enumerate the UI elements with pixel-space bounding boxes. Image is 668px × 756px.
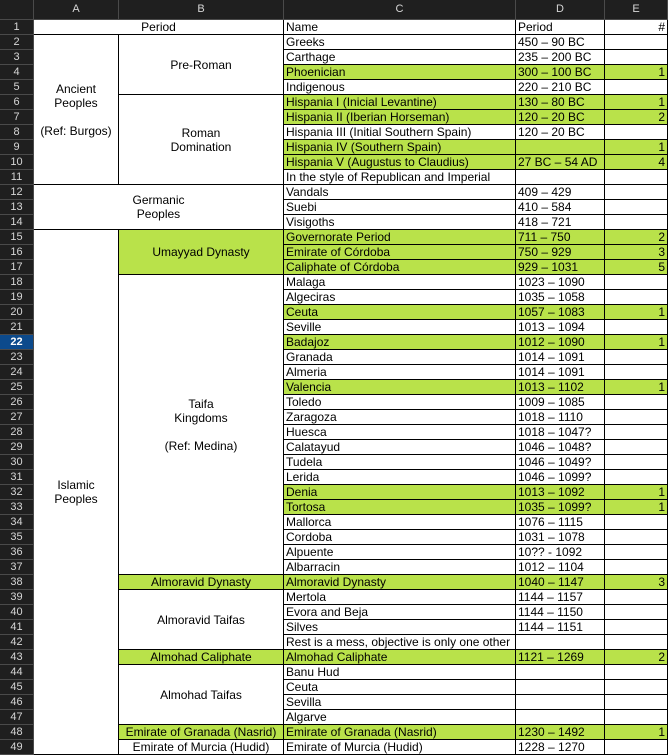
header-name-cell[interactable]: Name	[284, 20, 516, 35]
period-cell[interactable]: 1023 – 1090	[516, 275, 605, 290]
period-cell[interactable]	[516, 635, 605, 650]
header-period-col-cell[interactable]: Period	[516, 20, 605, 35]
count-cell[interactable]	[605, 275, 668, 290]
count-cell[interactable]: 2	[605, 650, 668, 665]
name-cell[interactable]: Toledo	[284, 395, 516, 410]
column-header-e[interactable]: E	[605, 0, 668, 20]
period-cell[interactable]: 130 – 80 BC	[516, 95, 605, 110]
name-cell[interactable]: Badajoz	[284, 335, 516, 350]
name-cell[interactable]: Zaragoza	[284, 410, 516, 425]
name-cell[interactable]: Almoravid Dynasty	[284, 575, 516, 590]
name-cell[interactable]: Albarracin	[284, 560, 516, 575]
group-cell-b[interactable]: Roman Domination	[119, 95, 284, 185]
row-header[interactable]: 39	[0, 590, 34, 605]
count-cell[interactable]	[605, 215, 668, 230]
row-header[interactable]: 40	[0, 605, 34, 620]
period-cell[interactable]: 27 BC – 54 AD	[516, 155, 605, 170]
group-cell-b[interactable]: Emirate of Granada (Nasrid)	[119, 725, 284, 740]
count-cell[interactable]	[605, 170, 668, 185]
group-cell-b[interactable]: Almohad Taifas	[119, 665, 284, 725]
count-cell[interactable]	[605, 545, 668, 560]
period-cell[interactable]: 711 – 750	[516, 230, 605, 245]
count-cell[interactable]: 1	[605, 500, 668, 515]
period-cell[interactable]: 410 – 584	[516, 200, 605, 215]
period-cell[interactable]: 1013 – 1102	[516, 380, 605, 395]
name-cell[interactable]: Vandals	[284, 185, 516, 200]
name-cell[interactable]: Tortosa	[284, 500, 516, 515]
period-cell[interactable]: 1009 – 1085	[516, 395, 605, 410]
header-count-cell[interactable]: #	[605, 20, 668, 35]
name-cell[interactable]: Calatayud	[284, 440, 516, 455]
count-cell[interactable]: 1	[605, 95, 668, 110]
count-cell[interactable]	[605, 515, 668, 530]
group-cell-b[interactable]: Almoravid Taifas	[119, 590, 284, 650]
period-cell[interactable]: 1230 – 1492	[516, 725, 605, 740]
name-cell[interactable]: Hispania I (Inicial Levantine)	[284, 95, 516, 110]
row-header[interactable]: 42	[0, 635, 34, 650]
name-cell[interactable]: Cordoba	[284, 530, 516, 545]
period-cell[interactable]: 929 – 1031	[516, 260, 605, 275]
row-header[interactable]: 22	[0, 335, 34, 350]
group-cell-b[interactable]: Umayyad Dynasty	[119, 230, 284, 275]
column-header-c[interactable]: C	[284, 0, 516, 20]
count-cell[interactable]	[605, 665, 668, 680]
period-cell[interactable]: 1035 – 1058	[516, 290, 605, 305]
count-cell[interactable]: 3	[605, 245, 668, 260]
name-cell[interactable]: Hispania III (Initial Southern Spain)	[284, 125, 516, 140]
period-cell[interactable]	[516, 710, 605, 725]
count-cell[interactable]	[605, 410, 668, 425]
row-header[interactable]: 38	[0, 575, 34, 590]
row-header[interactable]: 14	[0, 215, 34, 230]
period-cell[interactable]: 1035 – 1099?	[516, 500, 605, 515]
row-header[interactable]: 33	[0, 500, 34, 515]
count-cell[interactable]: 4	[605, 155, 668, 170]
count-cell[interactable]: 5	[605, 260, 668, 275]
count-cell[interactable]: 1	[605, 485, 668, 500]
name-cell[interactable]: Valencia	[284, 380, 516, 395]
name-cell[interactable]: Almeria	[284, 365, 516, 380]
row-header[interactable]: 3	[0, 50, 34, 65]
name-cell[interactable]: In the style of Republican and Imperial	[284, 170, 516, 185]
count-cell[interactable]	[605, 290, 668, 305]
row-header[interactable]: 18	[0, 275, 34, 290]
name-cell[interactable]: Emirate of Córdoba	[284, 245, 516, 260]
count-cell[interactable]	[605, 425, 668, 440]
column-header-a[interactable]: A	[34, 0, 119, 20]
row-header[interactable]: 19	[0, 290, 34, 305]
name-cell[interactable]: Hispania II (Iberian Horseman)	[284, 110, 516, 125]
row-header[interactable]: 45	[0, 680, 34, 695]
period-cell[interactable]: 1046 – 1049?	[516, 455, 605, 470]
name-cell[interactable]: Silves	[284, 620, 516, 635]
name-cell[interactable]: Carthage	[284, 50, 516, 65]
period-cell[interactable]: 1018 – 1110	[516, 410, 605, 425]
period-cell[interactable]: 1014 – 1091	[516, 365, 605, 380]
period-cell[interactable]: 1121 – 1269	[516, 650, 605, 665]
name-cell[interactable]: Governorate Period	[284, 230, 516, 245]
period-cell[interactable]: 1012 – 1104	[516, 560, 605, 575]
group-cell-b[interactable]: Emirate of Murcia (Hudid)	[119, 740, 284, 755]
row-header[interactable]: 10	[0, 155, 34, 170]
group-cell-b[interactable]: Taifa Kingdoms (Ref: Medina)	[119, 275, 284, 575]
period-cell[interactable]: 1013 – 1094	[516, 320, 605, 335]
period-cell[interactable]: 409 – 429	[516, 185, 605, 200]
period-cell[interactable]: 10?? - 1092	[516, 545, 605, 560]
count-cell[interactable]	[605, 125, 668, 140]
period-cell[interactable]: 300 – 100 BC	[516, 65, 605, 80]
count-cell[interactable]: 2	[605, 230, 668, 245]
count-cell[interactable]	[605, 635, 668, 650]
period-cell[interactable]: 220 – 210 BC	[516, 80, 605, 95]
count-cell[interactable]: 1	[605, 305, 668, 320]
row-header[interactable]: 37	[0, 560, 34, 575]
count-cell[interactable]	[605, 530, 668, 545]
name-cell[interactable]: Algeciras	[284, 290, 516, 305]
group-cell-b[interactable]: Almoravid Dynasty	[119, 575, 284, 590]
period-cell[interactable]: 450 – 90 BC	[516, 35, 605, 50]
row-header[interactable]: 7	[0, 110, 34, 125]
name-cell[interactable]: Mallorca	[284, 515, 516, 530]
row-header[interactable]: 44	[0, 665, 34, 680]
period-cell[interactable]: 1144 – 1157	[516, 590, 605, 605]
period-cell[interactable]	[516, 140, 605, 155]
period-cell[interactable]: 1046 – 1048?	[516, 440, 605, 455]
group-cell-a[interactable]: Germanic Peoples	[34, 185, 284, 230]
period-cell[interactable]: 235 – 200 BC	[516, 50, 605, 65]
count-cell[interactable]	[605, 320, 668, 335]
row-header[interactable]: 17	[0, 260, 34, 275]
name-cell[interactable]: Visigoths	[284, 215, 516, 230]
count-cell[interactable]	[605, 365, 668, 380]
name-cell[interactable]: Ceuta	[284, 305, 516, 320]
count-cell[interactable]	[605, 185, 668, 200]
count-cell[interactable]	[605, 350, 668, 365]
select-all-corner[interactable]	[0, 0, 34, 20]
row-header[interactable]: 41	[0, 620, 34, 635]
row-header[interactable]: 20	[0, 305, 34, 320]
row-header[interactable]: 4	[0, 65, 34, 80]
count-cell[interactable]	[605, 395, 668, 410]
count-cell[interactable]	[605, 35, 668, 50]
period-cell[interactable]: 1012 – 1090	[516, 335, 605, 350]
row-header[interactable]: 43	[0, 650, 34, 665]
period-cell[interactable]: 1040 – 1147	[516, 575, 605, 590]
count-cell[interactable]	[605, 200, 668, 215]
row-header[interactable]: 8	[0, 125, 34, 140]
count-cell[interactable]: 3	[605, 575, 668, 590]
period-cell[interactable]: 1144 – 1151	[516, 620, 605, 635]
period-cell[interactable]: 1013 – 1092	[516, 485, 605, 500]
count-cell[interactable]: 2	[605, 110, 668, 125]
count-cell[interactable]: 1	[605, 380, 668, 395]
count-cell[interactable]	[605, 470, 668, 485]
row-header[interactable]: 25	[0, 380, 34, 395]
count-cell[interactable]: 1	[605, 335, 668, 350]
name-cell[interactable]: Evora and Beja	[284, 605, 516, 620]
row-header[interactable]: 49	[0, 740, 34, 755]
name-cell[interactable]: Indigenous	[284, 80, 516, 95]
row-header[interactable]: 31	[0, 470, 34, 485]
count-cell[interactable]	[605, 605, 668, 620]
name-cell[interactable]: Mertola	[284, 590, 516, 605]
period-cell[interactable]: 418 – 721	[516, 215, 605, 230]
name-cell[interactable]: Caliphate of Córdoba	[284, 260, 516, 275]
row-header[interactable]: 12	[0, 185, 34, 200]
count-cell[interactable]	[605, 455, 668, 470]
count-cell[interactable]	[605, 50, 668, 65]
name-cell[interactable]: Almohad Caliphate	[284, 650, 516, 665]
name-cell[interactable]: Hispania IV (Southern Spain)	[284, 140, 516, 155]
count-cell[interactable]: 1	[605, 140, 668, 155]
group-cell-a[interactable]: Ancient Peoples (Ref: Burgos)	[34, 35, 119, 185]
period-cell[interactable]	[516, 665, 605, 680]
count-cell[interactable]	[605, 680, 668, 695]
period-cell[interactable]: 120 – 20 BC	[516, 125, 605, 140]
name-cell[interactable]: Huesca	[284, 425, 516, 440]
name-cell[interactable]: Algarve	[284, 710, 516, 725]
period-cell[interactable]	[516, 680, 605, 695]
row-header[interactable]: 32	[0, 485, 34, 500]
period-cell[interactable]	[516, 695, 605, 710]
name-cell[interactable]: Lerida	[284, 470, 516, 485]
row-header[interactable]: 1	[0, 20, 34, 35]
group-cell-a[interactable]: Islamic Peoples	[34, 230, 119, 755]
count-cell[interactable]: 1	[605, 65, 668, 80]
period-cell[interactable]: 750 – 929	[516, 245, 605, 260]
row-header[interactable]: 11	[0, 170, 34, 185]
row-header[interactable]: 23	[0, 350, 34, 365]
row-header[interactable]: 26	[0, 395, 34, 410]
row-header[interactable]: 6	[0, 95, 34, 110]
count-cell[interactable]	[605, 440, 668, 455]
name-cell[interactable]: Denia	[284, 485, 516, 500]
name-cell[interactable]: Tudela	[284, 455, 516, 470]
row-header[interactable]: 24	[0, 365, 34, 380]
name-cell[interactable]: Phoenician	[284, 65, 516, 80]
row-header[interactable]: 46	[0, 695, 34, 710]
row-header[interactable]: 29	[0, 440, 34, 455]
period-cell[interactable]: 1228 – 1270	[516, 740, 605, 755]
name-cell[interactable]: Ceuta	[284, 680, 516, 695]
row-header[interactable]: 27	[0, 410, 34, 425]
period-cell[interactable]: 1014 – 1091	[516, 350, 605, 365]
count-cell[interactable]	[605, 590, 668, 605]
name-cell[interactable]: Malaga	[284, 275, 516, 290]
period-cell[interactable]	[516, 170, 605, 185]
name-cell[interactable]: Rest is a mess, objective is only one other	[284, 635, 516, 650]
row-header[interactable]: 36	[0, 545, 34, 560]
row-header[interactable]: 9	[0, 140, 34, 155]
period-cell[interactable]: 120 – 20 BC	[516, 110, 605, 125]
period-cell[interactable]: 1144 – 1150	[516, 605, 605, 620]
count-cell[interactable]: 1	[605, 725, 668, 740]
count-cell[interactable]	[605, 80, 668, 95]
row-header[interactable]: 15	[0, 230, 34, 245]
row-header[interactable]: 48	[0, 725, 34, 740]
period-cell[interactable]: 1076 – 1115	[516, 515, 605, 530]
column-header-d[interactable]: D	[516, 0, 605, 20]
group-cell-b[interactable]: Pre-Roman	[119, 35, 284, 95]
row-header[interactable]: 34	[0, 515, 34, 530]
period-cell[interactable]: 1057 – 1083	[516, 305, 605, 320]
name-cell[interactable]: Seville	[284, 320, 516, 335]
row-header[interactable]: 21	[0, 320, 34, 335]
row-header[interactable]: 28	[0, 425, 34, 440]
header-period-cell[interactable]: Period	[34, 20, 284, 35]
period-cell[interactable]: 1018 – 1047?	[516, 425, 605, 440]
count-cell[interactable]	[605, 620, 668, 635]
row-header[interactable]: 16	[0, 245, 34, 260]
name-cell[interactable]: Alpuente	[284, 545, 516, 560]
row-header[interactable]: 13	[0, 200, 34, 215]
row-header[interactable]: 35	[0, 530, 34, 545]
name-cell[interactable]: Greeks	[284, 35, 516, 50]
count-cell[interactable]	[605, 560, 668, 575]
group-cell-b[interactable]: Almohad Caliphate	[119, 650, 284, 665]
name-cell[interactable]: Suebi	[284, 200, 516, 215]
name-cell[interactable]: Banu Hud	[284, 665, 516, 680]
count-cell[interactable]	[605, 710, 668, 725]
count-cell[interactable]	[605, 740, 668, 755]
row-header[interactable]: 47	[0, 710, 34, 725]
column-header-b[interactable]: B	[119, 0, 284, 20]
name-cell[interactable]: Sevilla	[284, 695, 516, 710]
row-header[interactable]: 5	[0, 80, 34, 95]
period-cell[interactable]: 1031 – 1078	[516, 530, 605, 545]
row-header[interactable]: 30	[0, 455, 34, 470]
name-cell[interactable]: Emirate of Granada (Nasrid)	[284, 725, 516, 740]
name-cell[interactable]: Granada	[284, 350, 516, 365]
name-cell[interactable]: Emirate of Murcia (Hudid)	[284, 740, 516, 755]
row-header[interactable]: 2	[0, 35, 34, 50]
period-cell[interactable]: 1046 – 1099?	[516, 470, 605, 485]
count-cell[interactable]	[605, 695, 668, 710]
name-cell[interactable]: Hispania V (Augustus to Claudius)	[284, 155, 516, 170]
